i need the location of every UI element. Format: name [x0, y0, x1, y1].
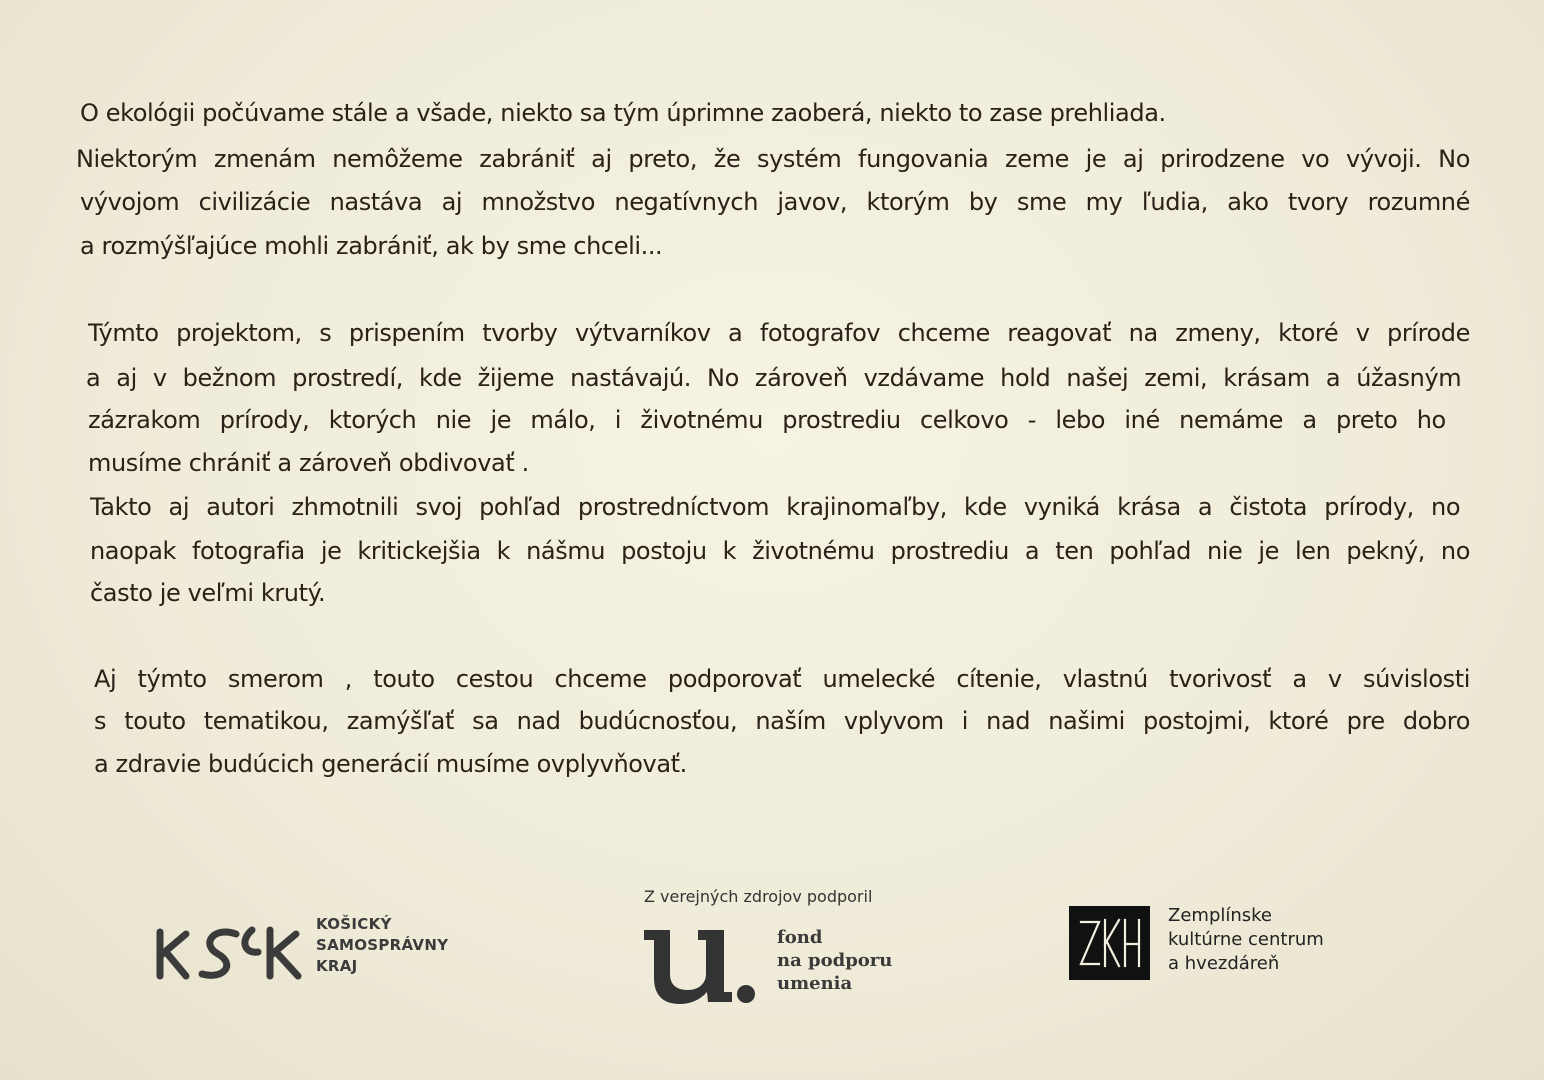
paragraph-2-line-1: Týmto projektom, s prispením tvorby výtvarníkov a fotografov chceme reagovať na zmeny, ktoré v prírode	[88, 319, 1470, 347]
ksk-name-line: KRAJ	[316, 957, 358, 975]
paragraph-2-line-5: Takto aj autori zhmotnili svoj pohľad prostredníctvom krajinomaľby, kde vyniká krása a čistota prírody, no	[90, 493, 1461, 521]
fpu-u-logo	[640, 918, 770, 1010]
zkc-name	[1168, 904, 1324, 976]
ksk-name	[316, 914, 448, 977]
paragraph-3-line-3: a zdravie budúcich generácií musíme ovplyvňovať.	[94, 750, 687, 778]
paragraph-1-line-1: O ekológii počúvame stále a všade, niekto sa tým úprimne zaoberá, niekto to zase prehliada.	[80, 99, 1166, 127]
ksk-logo	[152, 920, 304, 982]
ksk-name-line: SAMOSPRÁVNY	[316, 936, 449, 954]
paragraph-2-line-4: musíme chrániť a zároveň obdivovať .	[88, 449, 529, 477]
zkc-name-line: Zemplínske	[1168, 905, 1273, 926]
paragraph-3-line-2: s touto tematikou, zamýšľať sa nad budúcnosťou, naším vplyvom i nad našimi postojmi, ktoré pre dobro	[94, 707, 1470, 735]
paragraph-2-line-6: naopak fotografia je kritickejšia k nášmu postoju k životnému prostrediu a ten pohľad nie je len pekný, no	[90, 537, 1470, 565]
paragraph-3-line-1: Aj týmto smerom , touto cestou chceme podporovať umelecké cítenie, vlastnú tvorivosť a v súvislosti	[94, 665, 1470, 693]
fpu-name	[777, 926, 892, 995]
fpu-name-line: umenia	[777, 973, 853, 994]
paragraph-2-line-3: zázrakom prírody, ktorých nie je málo, i životnému prostrediu celkovo - lebo iné nemáme a preto ho	[88, 406, 1446, 434]
zkc-name-line: kultúrne centrum	[1168, 929, 1324, 950]
ksk-name-line: KOŠICKÝ	[316, 915, 392, 933]
paragraph-2-line-2: a aj v bežnom prostredí, kde žijeme nastávajú. No zároveň vzdávame hold našej zemi, krásam a úžasným	[86, 364, 1462, 392]
fpu-name-line: fond	[777, 927, 823, 948]
paragraph-1-line-3: vývojom civilizácie nastáva aj množstvo negatívnych javov, ktorým by sme my ľudia, ako tvory rozumné	[80, 188, 1470, 216]
paragraph-1-line-2: Niektorým zmenám nemôžeme zabrániť aj preto, že systém fungovania zeme je aj prirodzene vo vývoji. No	[76, 145, 1470, 173]
paragraph-2-line-7: často je veľmi krutý.	[90, 579, 326, 607]
paragraph-1-line-4: a rozmýšľajúce mohli zabrániť, ak by sme chceli...	[80, 232, 663, 260]
fpu-name-line: na podporu	[777, 950, 893, 971]
zkc-logo	[1069, 906, 1150, 980]
support-caption: Z verejných zdrojov podporil	[644, 887, 873, 906]
zkc-name-line: a hvezdáreň	[1168, 953, 1280, 974]
